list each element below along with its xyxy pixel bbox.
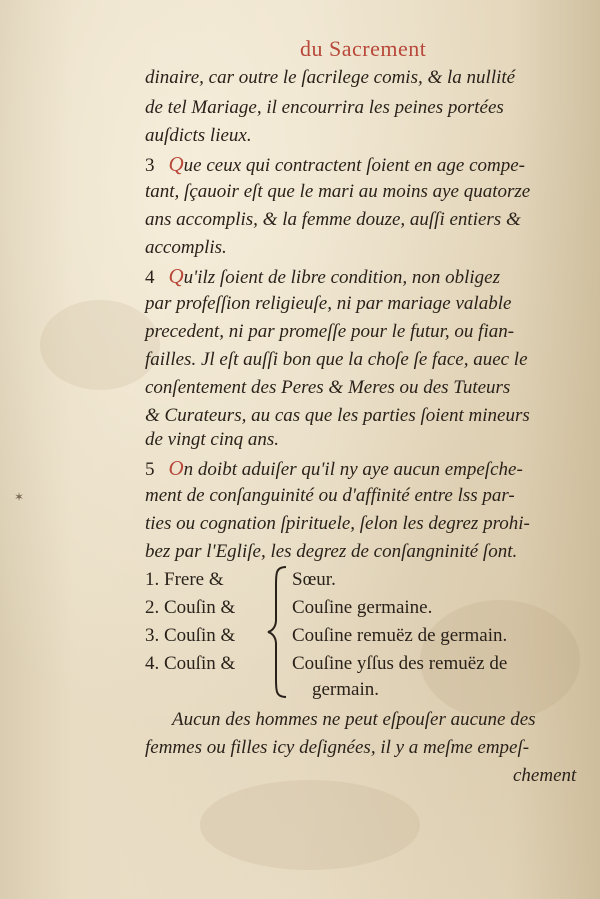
item-number: 4 [145, 267, 155, 288]
text-line: precedent, ni par promeſſe pour le futur, ou fian- [145, 321, 515, 342]
catchword: chement [513, 765, 577, 786]
ink-speck: ✶ [14, 490, 25, 504]
curly-brace-icon [264, 565, 294, 700]
paper-stain [40, 300, 160, 390]
item-number: 5 [145, 459, 155, 480]
text-line: auſdicts lieux. [145, 125, 252, 146]
text-line: bez par l'Egliſe, les degrez de conſangninité ſont. [145, 541, 518, 562]
paper-stain [200, 780, 420, 870]
text-line: femmes ou filles icy deſignées, il y a meſme empeſ- [145, 737, 530, 758]
text-line: ties ou cognation ſpirituele, ſelon les degrez prohi- [145, 513, 530, 534]
text-line: & Curateurs, au cas que les parties ſoient mineurs [145, 405, 530, 426]
text-line: conſentement des Peres & Meres ou des Tuteurs [145, 377, 511, 398]
item-5-first-line: 5 On doibt aduiſer qu'il ny aye aucun empeſche- [145, 456, 523, 480]
running-header: du Sacrement [300, 36, 427, 61]
text-line: ment de conſanguinité ou d'affinité entre lss par- [145, 485, 515, 506]
text-line: de tel Mariage, il encourrira les peines portées [145, 97, 504, 118]
item-3-first-line: 3 Que ceux qui contractent ſoient en age compe- [145, 152, 526, 176]
degree-right: Couſine germaine. [292, 597, 433, 618]
text-line: de vingt cinq ans. [145, 429, 280, 450]
text-line: failles. Jl eſt auſſi bon que la choſe ſe face, auec le [145, 349, 528, 370]
item-4-first-line: 4 Qu'ilz ſoient de libre condition, non obligez [145, 264, 500, 288]
degree-left: 2. Couſin & [145, 597, 236, 618]
text-line: par profeſſion religieuſe, ni par mariage valable [145, 293, 512, 314]
drop-initial: O [168, 456, 184, 480]
degree-continuation: germain. [312, 679, 380, 700]
text-line: Aucun des hommes ne peut eſpouſer aucune des [172, 709, 536, 730]
degree-left: 1. Frere & [145, 569, 224, 590]
degree-right: Couſine yſſus des remuëz de [292, 653, 508, 674]
text-line: dinaire, car outre le ſacrilege comis, & la nullité [145, 67, 516, 88]
text-line: tant, ſçauoir eſt que le mari au moins aye quatorze [145, 181, 531, 202]
degree-right: Couſine remuëz de germain. [292, 625, 508, 646]
degree-right: Sœur. [292, 569, 336, 590]
text-line: accomplis. [145, 237, 227, 258]
item-number: 3 [145, 155, 155, 176]
degree-left: 4. Couſin & [145, 653, 236, 674]
degree-left: 3. Couſin & [145, 625, 236, 646]
text-line: ans accomplis, & la femme douze, auſſi entiers & [145, 209, 521, 230]
drop-initial: Q [168, 264, 184, 288]
drop-initial: Q [168, 152, 184, 176]
